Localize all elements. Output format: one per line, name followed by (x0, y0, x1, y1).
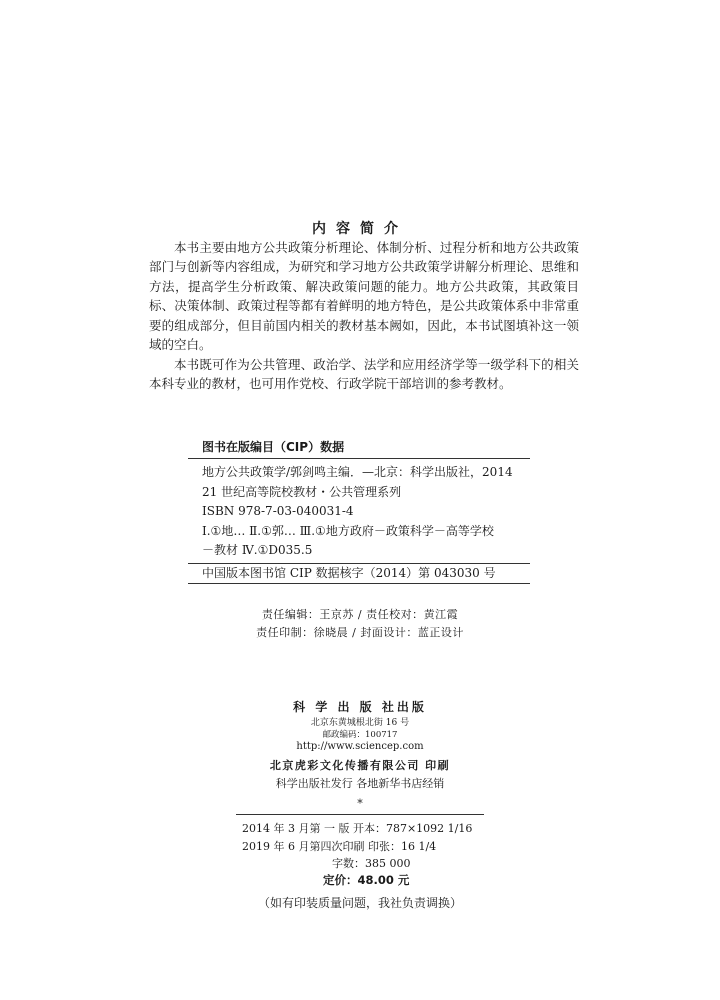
printer-name: 北京虎彩文化传播有限公司 印刷 (269, 759, 451, 772)
intro-paragraph-2 (149, 355, 579, 394)
cip-series-line: 21 世纪高等院校教材・公共管理系列 (202, 484, 402, 499)
cip-header: 图书在版编目（CIP）数据 (188, 436, 530, 459)
printing-line: 2019 年 6 月第四次印刷 印张：16 1/4 (242, 840, 437, 853)
cip-classification-line: Ⅰ.①地… Ⅱ.①郭… Ⅲ.①地方政府－政策科学－高等学校 (202, 523, 494, 538)
publisher-name: 科 学 出 版 社出版 (293, 700, 427, 714)
cip-body (188, 459, 530, 583)
edition-divider (236, 814, 484, 815)
cip-record-number: 中国版本图书馆 CIP 数据核字（2014）第 043030 号 (188, 563, 530, 584)
cip-classification-line-2: －教材 Ⅳ.①D035.5 (202, 543, 313, 557)
publisher-postcode: 邮政编码：100717 (322, 730, 398, 740)
publisher-address: 北京东黄城根北街 16 号 (310, 718, 410, 728)
cip-bottom-rule (188, 583, 530, 584)
intro-title: 内容简介 (312, 221, 408, 237)
first-edition-line: 2014 年 3 月第 一 版 开本：787×1092 1/16 (242, 822, 473, 835)
separator-star: * (357, 797, 363, 810)
production-credits: 责任印制：徐晓晨 / 封面设计：蓝正设计 (256, 626, 464, 639)
quality-notice: （如有印装质量问题，我社负责调换） (257, 896, 462, 910)
word-count: 字数：385 000 (332, 857, 411, 870)
cip-isbn-line: ISBN 978-7-03-040031-4 (202, 504, 354, 518)
distribution-info: 科学出版社发行 各地新华书店经销 (275, 777, 445, 790)
publisher-url: http://www.sciencep.com (296, 741, 424, 752)
editor-credits: 责任编辑：王京苏 / 责任校对：黄江霞 (261, 608, 459, 621)
intro-paragraph-1-text: 本书主要由地方公共政策分析理论、体制分析、过程分析和地方公共政策部门与创新等内容组成，为研究和学习地方公共政策学讲解分析理论、思维和方法，提高学生分析政策、解决政策问题的能力。地方公共政策，其政策目标、决策体制、政策过程等都有着鲜明的地方特色，是公共政策体系中非常重要的组成部分，但目前国内相关的教材基本阙如，因此，本书试图填补这一领域的空白。 (149, 240, 579, 353)
cip-data-block (188, 436, 530, 584)
intro-paragraph-2-text: 本书既可作为公共管理、政治学、法学和应用经济学等一级学科下的相关本科专业的教材，也可用作党校、行政学院干部培训的参考教材。 (149, 357, 579, 392)
price: 定价：48.00 元 (323, 873, 410, 887)
intro-paragraph-1 (149, 238, 579, 354)
cip-title-line: 地方公共政策学/郭剑鸣主编．—北京：科学出版社，2014 (202, 465, 513, 479)
